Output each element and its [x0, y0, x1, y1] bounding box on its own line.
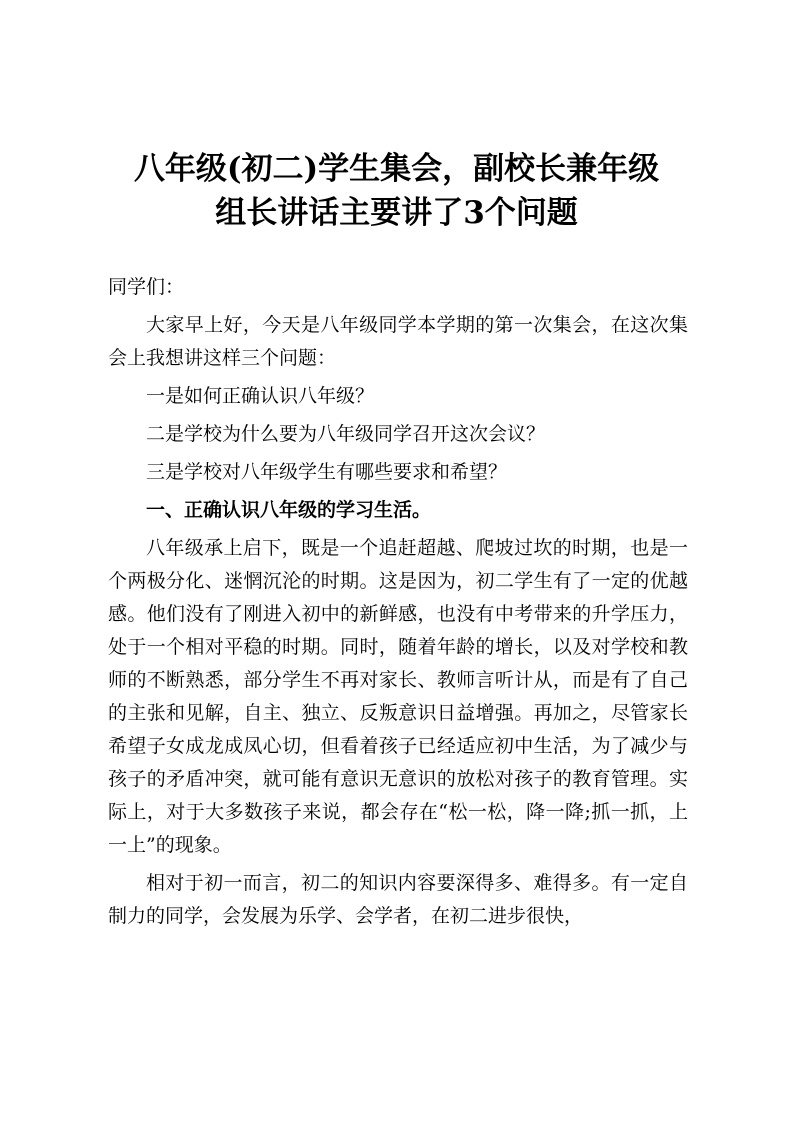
question-1: 一是如何正确认识八年级？: [146, 385, 375, 407]
title-line-2: 组长讲话主要讲了3个问题: [215, 195, 578, 231]
salutation: 同学们：: [108, 276, 185, 298]
paragraph-greeting: 大家早上好，今天是八年级同学本学期的第一次集会，在这次集会上我想讲这样三个问题：: [108, 314, 688, 369]
question-3: 三是学校对八年级学生有哪些要求和希望？: [146, 461, 508, 483]
document-body: [108, 271, 688, 938]
section-heading-1: 一、正确认识八年级的学习生活。: [146, 499, 432, 521]
paragraph-grade-eight: 八年级承上启下，既是一个追赶超越、爬坡过坎的时期，也是一个两极分化、迷惘沉沦的时期。这是因为，初二学生有了一定的优越感。他们没有了刚进入初中的新鲜感，也没有中考带来的升学压力，处于一个相对平稳的时期。同时，随着年龄的增长，以及对学校和教师的不断熟悉，部分学生不再对家长、教师言听计从，而是有了自己的主张和见解，自主、独立、反叛意识日益增强。再加之，尽管家长希望子女成龙成凤心切，但看着孩子已经适应初中生活，为了减少与孩子的矛盾冲突，就可能有意识无意识的放松对孩子的教育管理。实际上，对于大多数孩子来说，都会存在“松一松，降一降;抓一抓，上一上”的现象。: [108, 537, 688, 856]
question-2: 二是学校为什么要为八年级同学召开这次会议？: [146, 423, 546, 445]
paragraph-comparison: 相对于初一而言，初二的知识内容要深得多、难得多。有一定自制力的同学，会发展为乐学、会学者，在初二进步很快，: [108, 872, 688, 927]
title-line-1: 八年级(初二)学生集会，副校长兼年级: [133, 151, 660, 187]
document-title: [60, 147, 733, 235]
